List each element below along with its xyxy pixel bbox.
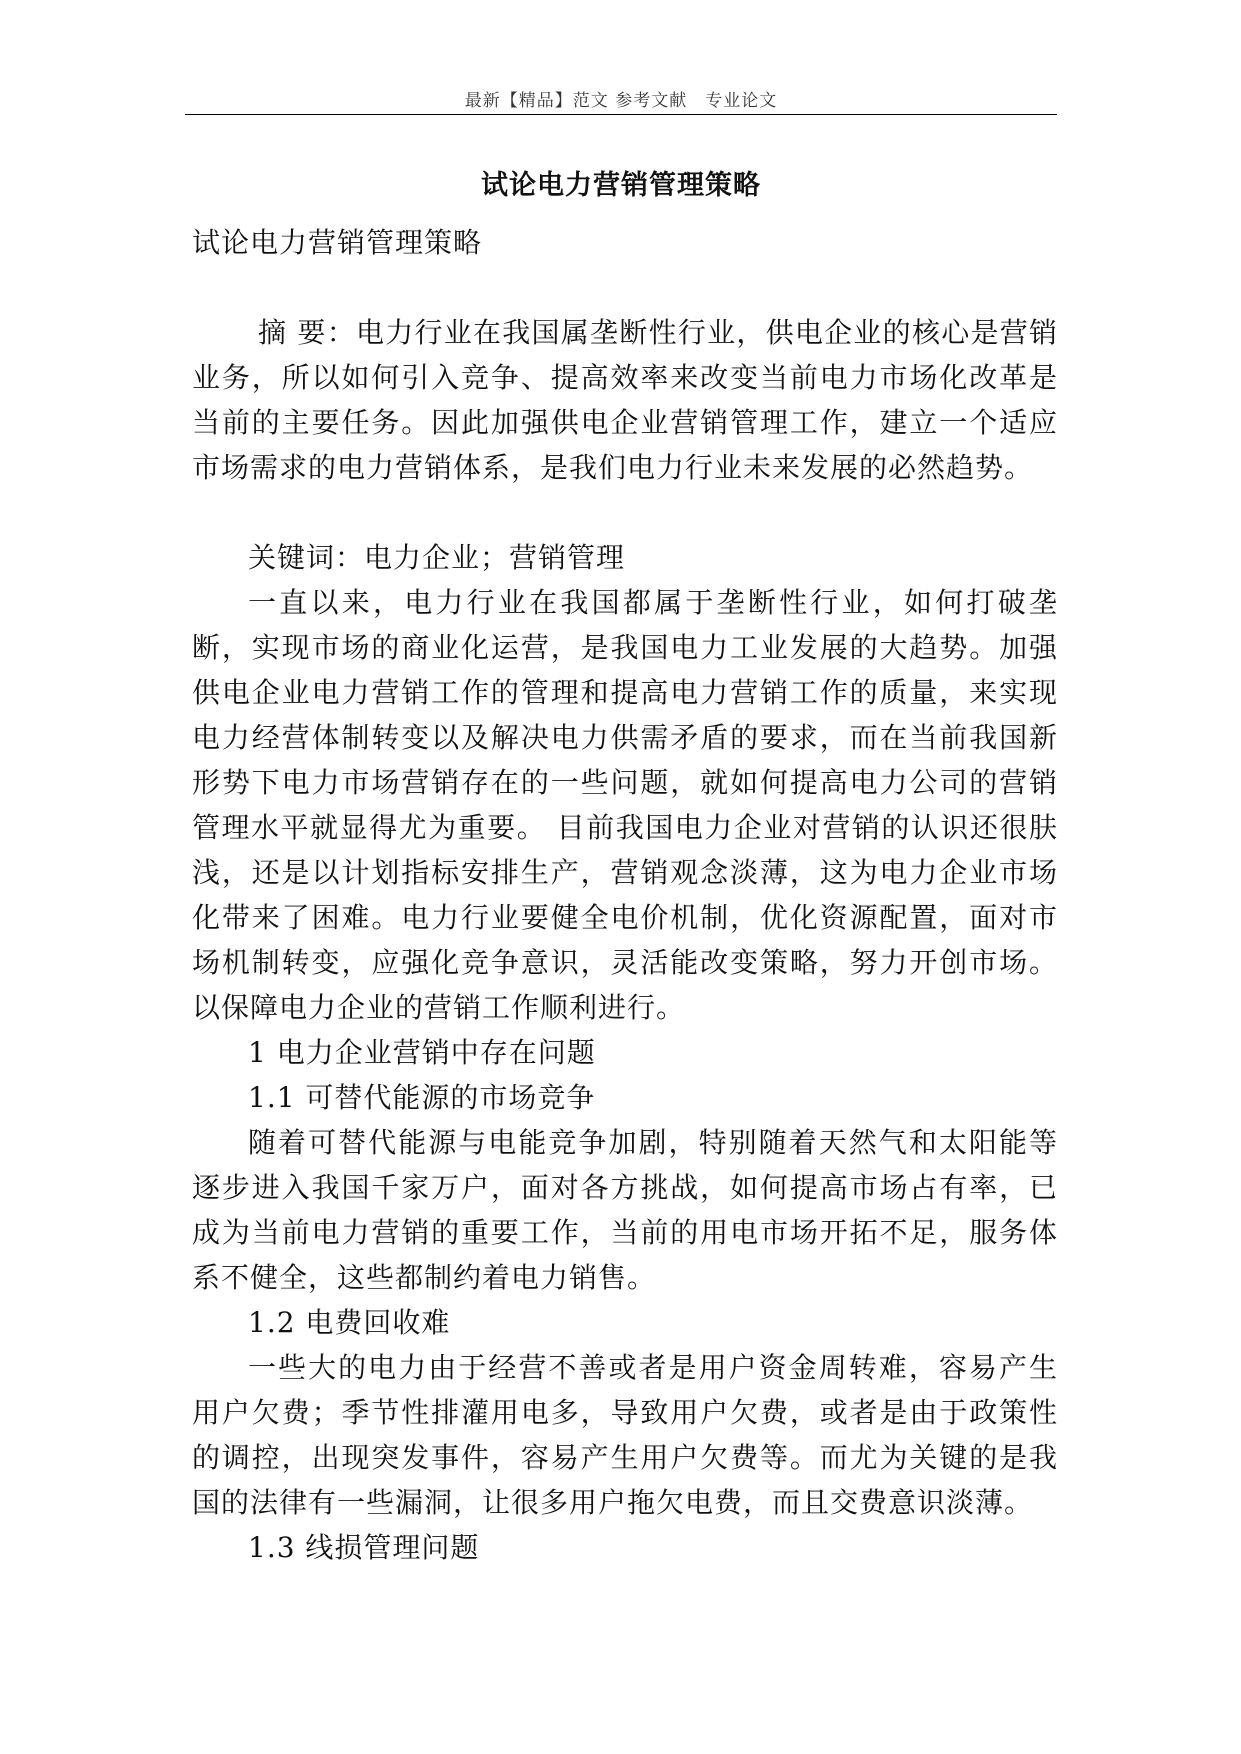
keywords-line: 关键词：电力企业；营销管理 bbox=[248, 541, 626, 574]
section-1-1-heading: 1.1 可替代能源的市场竞争 bbox=[248, 1081, 596, 1114]
intro-paragraph: 一直以来，电力行业在我国都属于垄断性行业，如何打破垄断，实现市场的商业化运营，是我国电力工业发展的大趋势。加强供电企业电力营销工作的管理和提高电力营销工作的质量，来实现电力经营体制转变以及解决电力供需矛盾的要求，而在当前我国新形势下电力市场营销存在的一些问题，就如何提高电力公司的营销管理水平就显得尤为重要。 目前我国电力企业对营销的认识还很肤浅，还是以计划指标安排生产，营销观念淡薄，这为电力企业市场化带来了困难。电力行业要健全电价机制，优化资源配置，面对市场机制转变，应强化竞争意识，灵活能改变策略，努力开创市场。 以保障电力企业的营销工作顺利进行。 bbox=[192, 586, 1058, 1024]
page-header: 最新【精品】范文 参考文献 专业论文 bbox=[464, 91, 778, 111]
section-1-heading: 1 电力企业营销中存在问题 bbox=[248, 1036, 596, 1069]
abstract-paragraph: 摘 要：电力行业在我国属垄断性行业，供电企业的核心是营销业务，所以如何引入竞争、提高效率来改变当前电力市场化改革是当前的主要任务。因此加强供电企业营销管理工作，建立一个适应市场需求的电力营销体系，是我们电力行业未来发展的必然趋势。 bbox=[192, 316, 1058, 484]
section-1-1-paragraph: 随着可替代能源与电能竞争加剧，特别随着天然气和太阳能等逐步进入我国千家万户，面对各方挑战，如何提高市场占有率，已成为当前电力营销的重要工作，当前的用电市场开拓不足，服务体系不健全，这些都制约着电力销售。 bbox=[192, 1126, 1058, 1294]
section-1-2-paragraph: 一些大的电力由于经营不善或者是用户资金周转难，容易产生用户欠费；季节性排灌用电多，导致用户欠费，或者是由于政策性的调控，出现突发事件，容易产生用户欠费等。而尤为关键的是我国的法律有一些漏洞，让很多用户拖欠电费，而且交费意识淡薄。 bbox=[192, 1351, 1058, 1519]
document-body bbox=[192, 220, 1058, 1570]
section-1-3-heading: 1.3 线损管理问题 bbox=[248, 1531, 480, 1564]
document-subtitle: 试论电力营销管理策略 bbox=[192, 226, 483, 259]
document-title: 试论电力营销管理策略 bbox=[481, 170, 761, 201]
section-1-2-heading: 1.2 电费回收难 bbox=[248, 1306, 451, 1339]
header-divider bbox=[185, 114, 1057, 115]
